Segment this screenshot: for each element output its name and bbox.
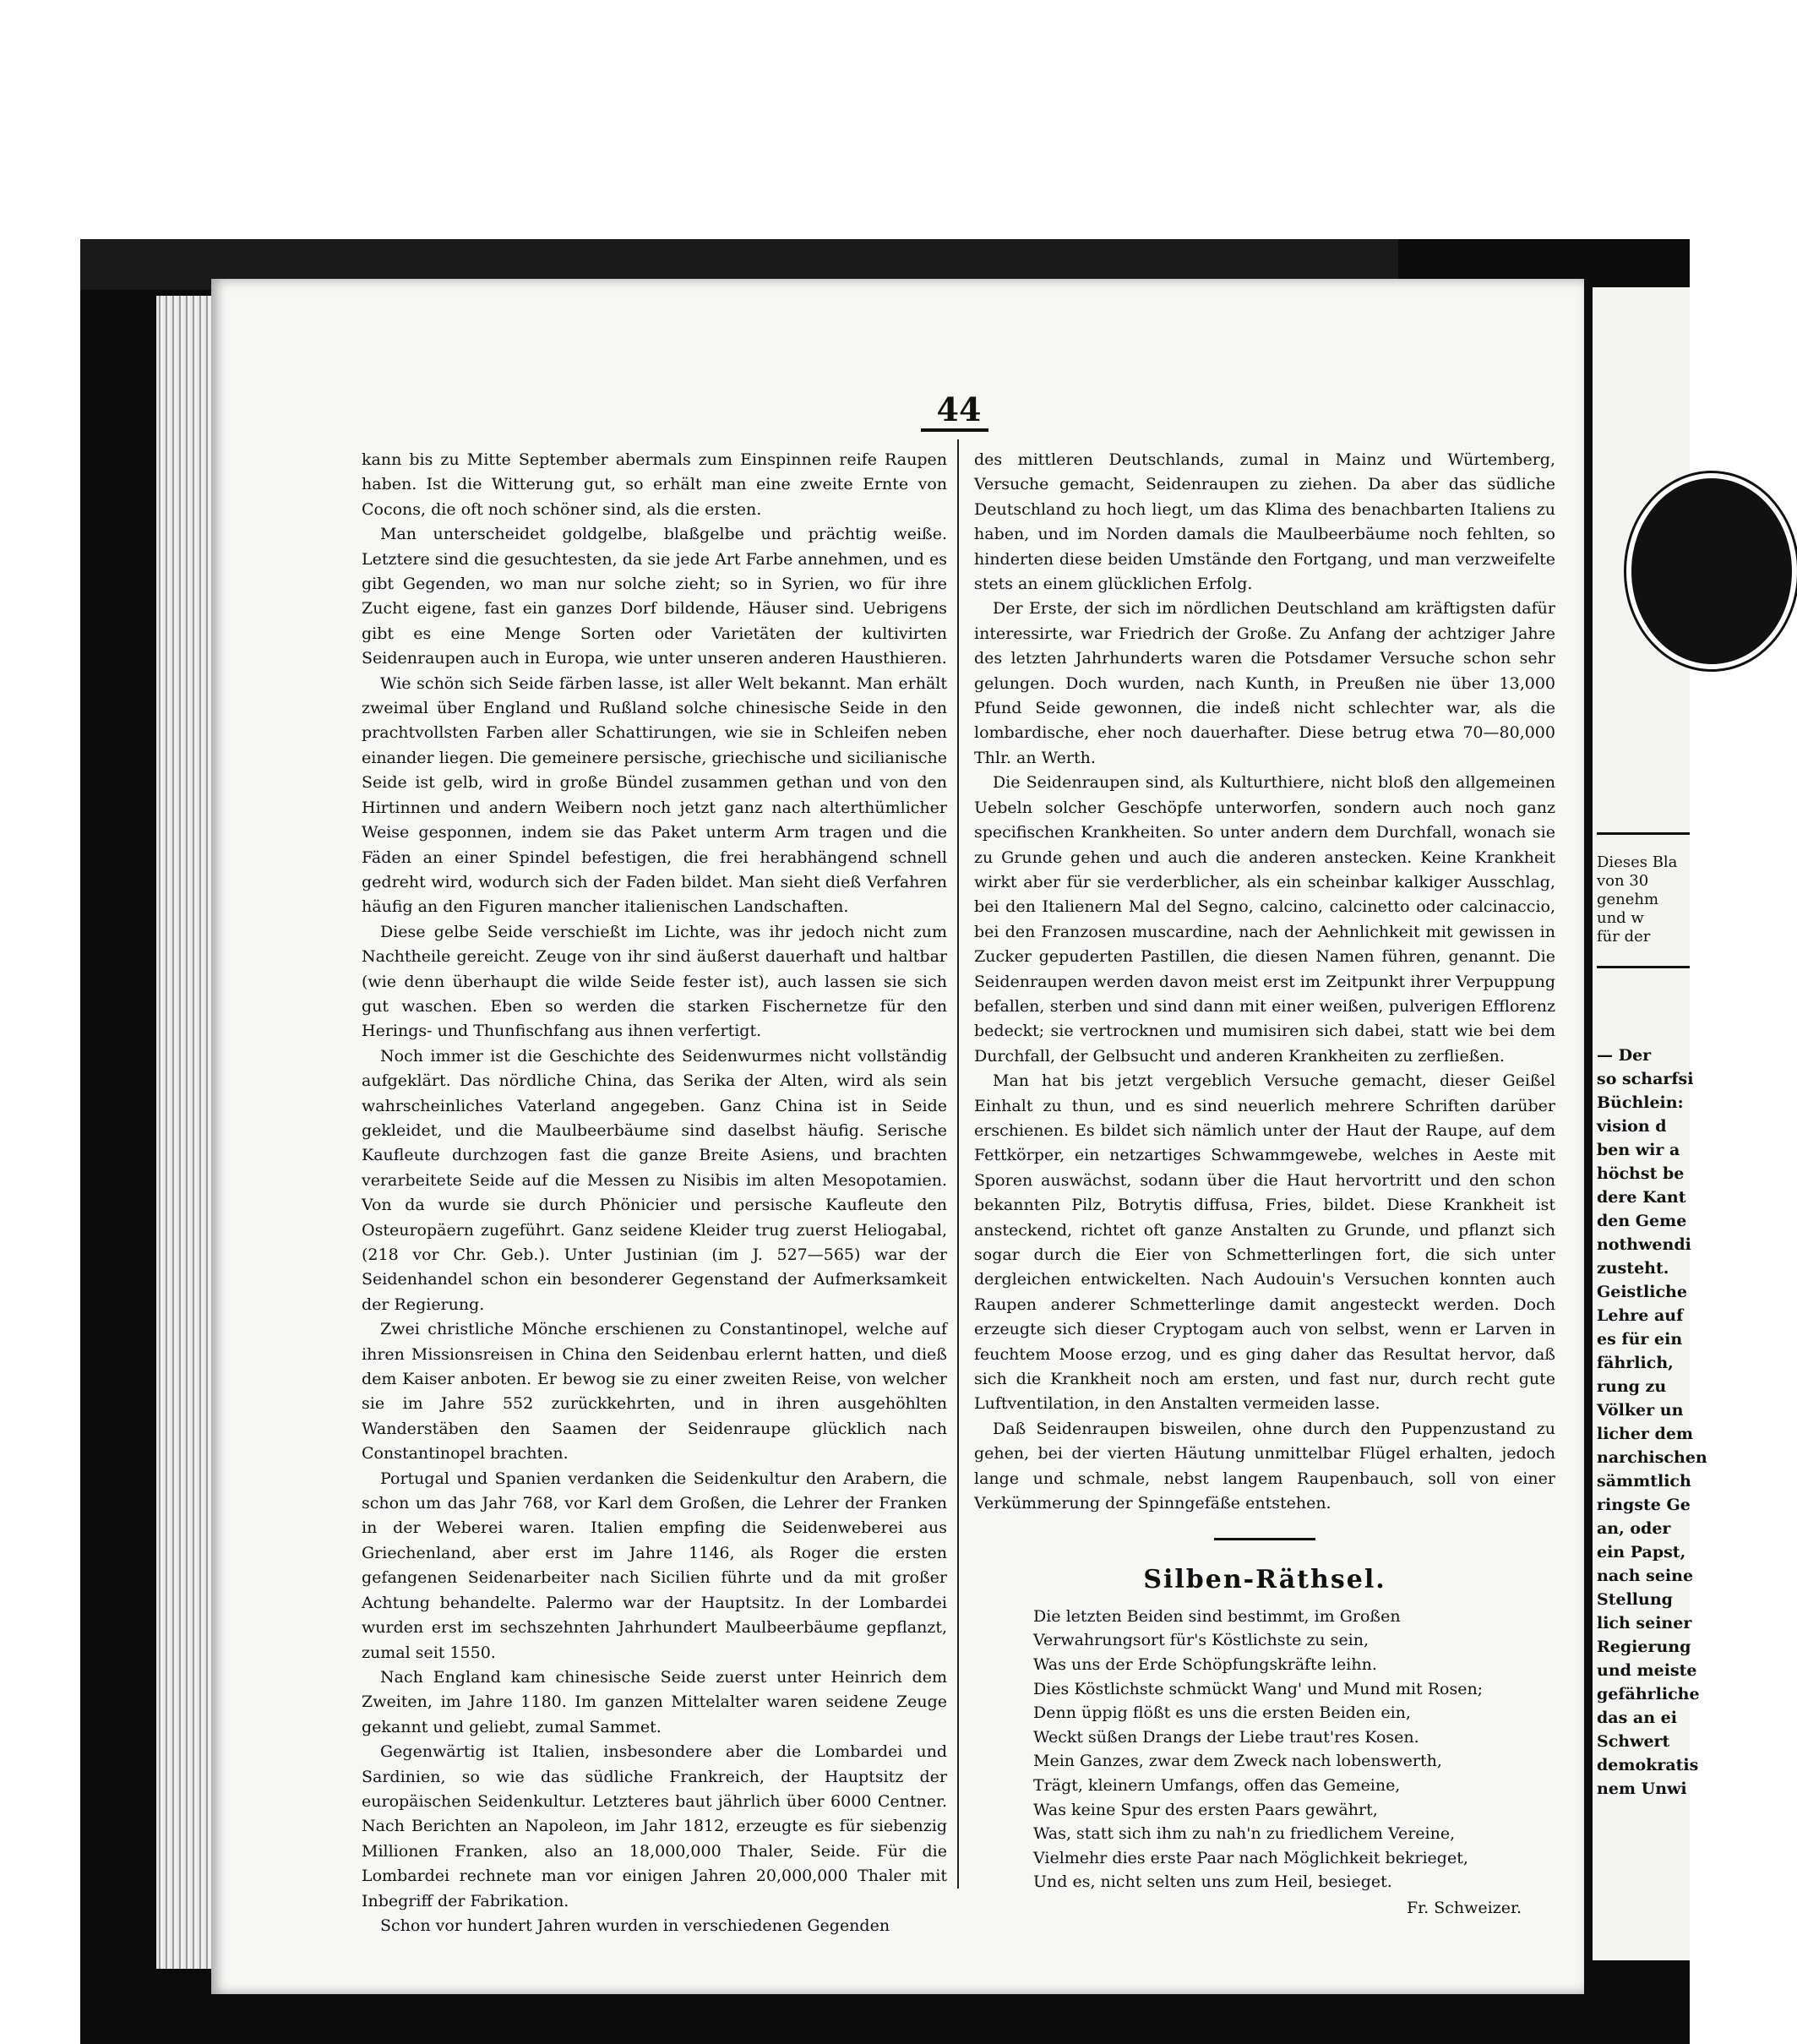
column-divider: [957, 439, 959, 1889]
fragment-line: nach seine: [1597, 1567, 1694, 1585]
paragraph: Man unterscheidet goldgelbe, blaßgelbe und prächtig weiße. Letztere sind die gesuchtesten, da sie jede Art Farbe annehmen, und es gibt Gegenden, wo man nur solche zieht; so in Syrien, wo für ihre Zucht eigene, fast ein ganzes Dorf bildende, Häuser sind. Uebrigens gibt es eine Menge Sorten oder Varietäten der kultivirten Seidenraupen auch in Europa, wie unter unseren anderen Hausthieren.: [362, 525, 947, 668]
poem-line: Und es, nicht selten uns zum Heil, besieget.: [1033, 1872, 1392, 1892]
right-text-column: [974, 448, 1555, 1921]
fragment-line: Dieses Bla: [1597, 853, 1678, 871]
paragraph: Gegenwärtig ist Italien, insbesondere aber die Lombardei und Sardinien, so wie das südliche Frankreich, der Hauptsitz der europäischen Seidenkultur. Letzteres baut jährlich über 6000 Centner. Nach Berichten an Napoleon, im Jahr 1812, erzeugte es für siebenzig Millionen Franken, also an 18,000,000 Thaler, Seide. Für die Lombardei rechnete man vor einigen Jahren 20,000,000 Thaler mit Inbegriff der Fabrikation.: [362, 1742, 947, 1910]
paragraph: kann bis zu Mitte September abermals zum Einspinnen reife Raupen haben. Ist die Witterung gut, so erhält man eine zweite Ernte von Cocons, die oft noch schöner sind, als die ersten.: [362, 450, 947, 519]
fragment-line: narchischen: [1597, 1448, 1707, 1467]
page-number: 44: [936, 390, 982, 428]
fragment-line: Völker un: [1597, 1401, 1684, 1420]
fragment-line: Regierung: [1597, 1638, 1691, 1656]
paragraph: Wie schön sich Seide färben lasse, ist aller Welt bekannt. Man erhält zweimal über England und Rußland solche chinesische Seide in den prachtvollsten Farben aller Schattirungen, wie sie in Schleifen neben einander liegen. Die gemeinere persische, griechische und sicilianische Seide ist gelb, wird in große Bündel zusammen gethan und von den Hirtinnen und andern Weibern noch jetzt ganz nach alterthümlicher Weise gesponnen, indem sie das Paket unterm Arm tragen und die Fäden an einer Spindel befestigen, die frei herabhängend schnell gedreht wird, wodurch sich der Faden bildet. Man sieht dieß Verfahren häufig an den Figuren mancher italienischen Landschaften.: [362, 673, 947, 917]
section-rule: [1214, 1538, 1315, 1540]
riddle-title: Silben-Räthsel.: [1143, 1565, 1386, 1595]
fragment-line: — Der: [1597, 1046, 1652, 1065]
fragment-line: von 30: [1597, 872, 1649, 890]
fragment-line: ben wir a: [1597, 1141, 1680, 1159]
poem-line: Dies Köstlichste schmückt Wang' und Mund mit Rosen;: [1033, 1679, 1484, 1698]
paragraph: Daß Seidenraupen bisweilen, ohne durch den Puppenzustand zu gehen, bei der vierten Häutung unmittelbar Flügel erhalten, jedoch lange und schmale, nebst langem Raupenbauch, soll von einer Verkümmerung der Spinngefäße entstehen.: [974, 1419, 1555, 1513]
fragment-line: Büchlein:: [1597, 1093, 1684, 1112]
fragment-line: es für ein: [1597, 1330, 1683, 1349]
fragment-line: so scharfsi: [1597, 1070, 1694, 1088]
fragment-line: gefährliche: [1597, 1685, 1700, 1703]
poem-line: Verwahrungsort für's Köstlichste zu sein,: [1033, 1631, 1370, 1650]
paragraph: Zwei christliche Mönche erschienen zu Constantinopel, welche auf ihren Missionsreisen in China den Seidenbau erlernt hatten, und dieß dem Kaiser anboten. Er bewog sie zu einer zweiten Reise, von welcher sie im Jahre 552 zurückkehrten, und in ihren ausgehöhlten Wanderstäben den Saamen der Seidenraupe glücklich nach Constantinopel brachten.: [362, 1320, 947, 1464]
fragment-line: Schwert: [1597, 1732, 1670, 1751]
right-column-paragraphs: [974, 448, 1555, 1516]
fragment-line: nothwendi: [1597, 1235, 1691, 1254]
fragment-line: nem Unwi: [1597, 1780, 1687, 1798]
fragment-line: Geistliche: [1597, 1283, 1687, 1301]
fragment-line: Stellung: [1597, 1590, 1673, 1609]
facing-page-notice: [1597, 853, 1677, 946]
fragment-line: und meiste: [1597, 1661, 1697, 1680]
fragment-line: rung zu: [1597, 1377, 1667, 1396]
fragment-line: an, oder: [1597, 1519, 1671, 1538]
poem-line: Trägt, kleinern Umfangs, offen das Gemeine,: [1033, 1776, 1401, 1796]
paragraph: Die Seidenraupen sind, als Kulturthiere, nicht bloß den allgemeinen Uebeln solcher Geschöpfe unterworfen, sondern auch noch ganz specifischen Krankheiten. So unter andern dem Durchfall, wonach sie zu Grunde gehen und auch die anderen anstecken. Keine Krankheit wirkt aber für sie verderblicher, als ein scheinbar kalkiger Ausschlag, bei den Italienern Mal del Segno, calcino, calcinetto oder calcinaccio, bei den Franzosen muscardine, nach der Aehnlichkeit mit gewissen in Zucker gepuderten Pastillen, die diesen Namen führen, genannt. Die Seidenraupen werden davon meist erst im Zeitpunkt ihrer Verpuppung befallen, sterben und sind dann mit einer weißen, pulverigen Efflorenz bedeckt; sie vertrocknen und mumisiren sich dabei, statt wie bei dem Durchfall, der Gelbsucht und anderen Krankheiten zu zerfließen.: [974, 773, 1555, 1066]
fragment-line: zusteht.: [1597, 1259, 1669, 1278]
facing-page-body: [1597, 1044, 1707, 1801]
fragment-line: sämmtlich: [1597, 1472, 1691, 1491]
poem-line: Was, statt sich ihm zu nah'n zu friedlichem Vereine,: [1033, 1824, 1456, 1844]
paragraph: Noch immer ist die Geschichte des Seidenwurmes nicht vollständig aufgeklärt. Das nördliche China, das Serika der Alten, wird als sein wahrscheinliches Vaterland angegeben. Ganz China ist in Seide gekleidet, und die Maulbeerbäume sind daselbst häufig. Serische Kaufleute durchzogen fast die ganze Breite Asiens, und brachten verarbeitete Seide auf die Messen zu Nisibis im alten Mesopotamien. Von da wurde sie durch Phönicier und persische Kaufleute den Osteuropäern zugeführt. Ganz seidene Kleider trug zuerst Heliogabal, (218 vor Chr. Geb.). Unter Justinian (im J. 527—565) war der Seidenhandel schon ein besonderer Gegenstand der Aufmerksamkeit der Regierung.: [362, 1046, 947, 1314]
riddle-author: Fr. Schweizer.: [1406, 1899, 1522, 1917]
fragment-line: das an ei: [1597, 1709, 1677, 1727]
fragment-line: und w: [1597, 909, 1644, 927]
poem-line: Weckt süßen Drangs der Liebe traut'res Kosen.: [1033, 1727, 1419, 1747]
facing-page-emblem: [1626, 473, 1797, 669]
riddle-poem: [1033, 1605, 1555, 1894]
poem-line: Die letzten Beiden sind bestimmt, im Großen: [1033, 1606, 1401, 1626]
paragraph: des mittleren Deutschlands, zumal in Mainz und Würtemberg, Versuche gemacht, Seidenraupen zu ziehen. Da aber das südliche Deutschland zu hoch liegt, um das Klima des benachbarten Italiens zu haben, und im Norden damals die Maulbeerbäume noch fehlten, so hinderten diese beiden Umstände den Fortgang, und man verzweifelte stets an einem glücklichen Erfolg.: [974, 450, 1555, 594]
fragment-line: ringste Ge: [1597, 1496, 1691, 1514]
fragment-line: ein Papst,: [1597, 1543, 1686, 1562]
page-number-rule: [921, 428, 988, 432]
paragraph: Portugal und Spanien verdanken die Seidenkultur den Arabern, die schon um das Jahr 768, vor Karl dem Großen, die Lehrer der Franken in der Weberei waren. Italien empfing die Seidenweberei aus Griechenland, aber erst im Jahre 1146, als Roger die ersten gefangenen Seidenarbeiter nach Sicilien führte und da mit großer Achtung behandelte. Palermo war der Hauptsitz. In der Lombardei wurden erst im sechszehnten Jahrhundert Maulbeerbäume gepflanzt, zumal seit 1550.: [362, 1469, 947, 1662]
poem-line: Denn üppig flößt es uns die ersten Beiden ein,: [1033, 1703, 1411, 1723]
paragraph: Nach England kam chinesische Seide zuerst unter Heinrich dem Zweiten, im Jahre 1180. Im ganzen Mittelalter waren seidene Zeuge gekannt und geliebt, zumal Sammet.: [362, 1667, 947, 1736]
paragraph: Man hat bis jetzt vergeblich Versuche gemacht, dieser Geißel Einhalt zu thun, und es sind neuerlich mehrere Schriften darüber erschienen. Es bildet sich nämlich unter der Haut der Raupe, auf dem Fettkörper, ein netzartiges Schwammgewebe, welches in Aeste mit Sporen auswächst, sodann über die Haut hervortritt und den schon bekannten Pilz, Botrytis diffusa, Fries, bildet. Diese Krankheit ist ansteckend, richtet oft ganze Anstalten zu Grunde, und pflanzt sich sogar durch die Eier von Schmetterlingen fort, die sich unter dergleichen entwickelten. Nach Audouin's Versuchen konnten auch Raupen anderer Schmetterlinge damit angesteckt werden. Doch erzeugte sich dieser Cryptogam auch von selbst, wenn er Larven in feuchtem Moose erzog, und es ging daher das Resultat hervor, daß sich die Krankheit noch am ersten, und fast nur, durch recht gute Luftventilation, in den Anstalten vermeiden lasse.: [974, 1071, 1555, 1414]
paragraph: Diese gelbe Seide verschießt im Lichte, was ihr jedoch nicht zum Nachtheile gereicht. Zeuge von ihr sind äußerst dauerhaft und haltbar (wie denn überhaupt die wilde Seide fester ist), auch lassen sie sich gut waschen. Eben so werden die starken Fischernetze für den Herings- und Thunfischfang aus ihnen verfertigt.: [362, 922, 947, 1041]
paragraph: Schon vor hundert Jahren wurden in verschiedenen Gegenden: [380, 1916, 890, 1935]
facing-page-rule-top: [1597, 832, 1690, 835]
paragraph: Der Erste, der sich im nördlichen Deutschland am kräftigsten dafür interessirte, war Friedrich der Große. Zu Anfang der achtziger Jahre des letzten Jahrhunderts waren die Potsdamer Versuche schon sehr gelungen. Doch wurden, nach Kunth, in Preußen nie über 13,000 Pfund Seide gewonnen, die indeß nicht schlechter war, als die lombardische, eher noch dauerhafter. Diese betrug etwa 70—80,000 Thlr. an Werth.: [974, 599, 1555, 767]
fragment-line: vision d: [1597, 1117, 1667, 1136]
fragment-line: den Geme: [1597, 1212, 1687, 1230]
fragment-line: Lehre auf: [1597, 1306, 1684, 1325]
fragment-line: für der: [1597, 928, 1651, 946]
poem-line: Vielmehr dies erste Paar nach Möglichkeit bekrieget,: [1033, 1848, 1468, 1867]
fragment-line: dere Kant: [1597, 1188, 1686, 1207]
fragment-line: fährlich,: [1597, 1354, 1674, 1372]
poem-line: Mein Ganzes, zwar dem Zweck nach lobenswerth,: [1033, 1752, 1442, 1771]
fragment-line: höchst be: [1597, 1164, 1685, 1183]
fragment-line: licher dem: [1597, 1425, 1694, 1443]
poem-line: Was keine Spur des ersten Paars gewährt,: [1033, 1800, 1378, 1819]
poem-line: Was uns der Erde Schöpfungskräfte leihn.: [1033, 1655, 1377, 1675]
fragment-line: genehm: [1597, 891, 1659, 908]
facing-page-rule-bottom: [1597, 966, 1690, 968]
left-text-column: [362, 448, 947, 1938]
fragment-line: demokratis: [1597, 1756, 1699, 1774]
fragment-line: lich seiner: [1597, 1614, 1692, 1632]
